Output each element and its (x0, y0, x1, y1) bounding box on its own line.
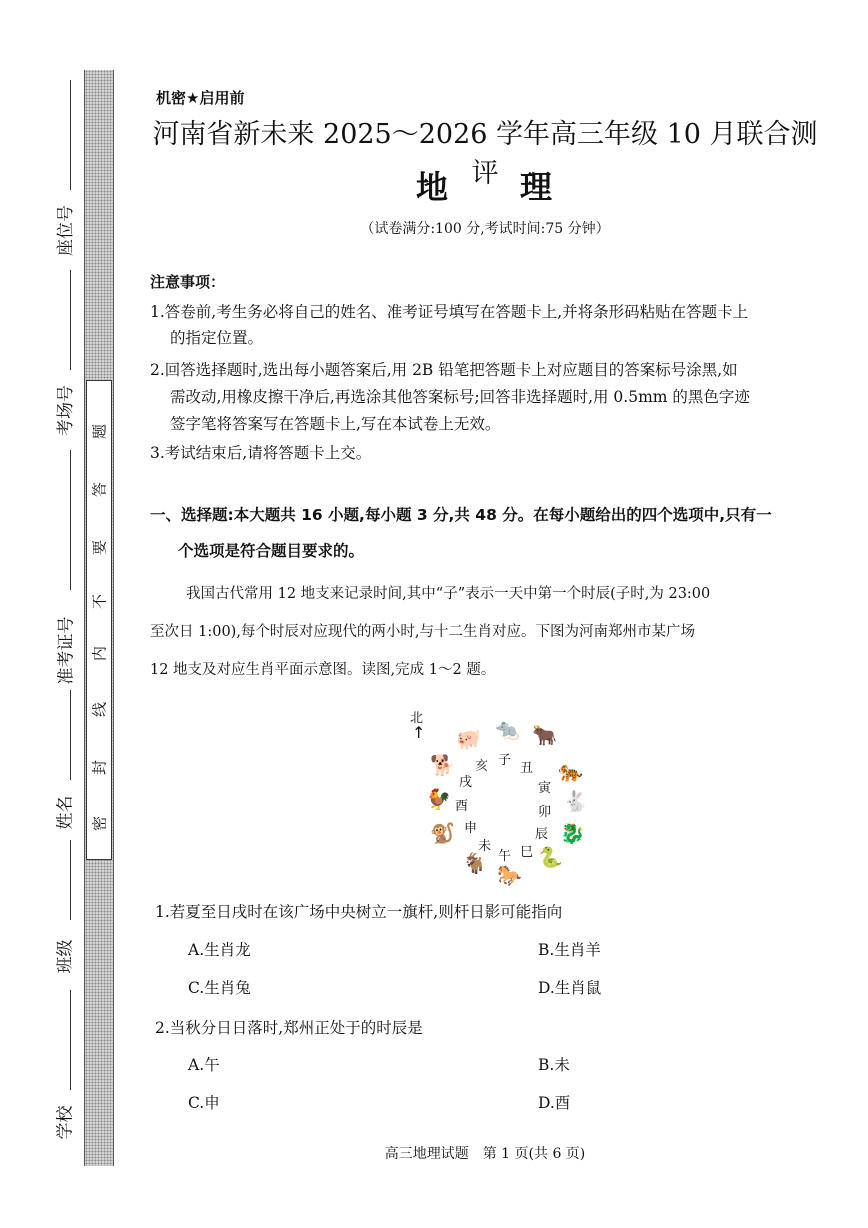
confidential-mark: 机密★启用前 (156, 89, 245, 107)
branch-label: 辰 (535, 827, 549, 842)
question-2-option-c[interactable]: C.申 (188, 1094, 220, 1112)
seal-char: 线 (90, 702, 109, 718)
rabbit-icon: 🐇 (563, 789, 588, 813)
question-2-option-d[interactable]: D.酉 (538, 1094, 571, 1112)
exam-id-label: 准考证号 (56, 616, 77, 685)
dog-icon: 🐕 (430, 753, 455, 777)
branch-label: 巳 (520, 845, 534, 860)
ox-icon: 🐂 (532, 723, 557, 747)
notice-line: 的指定位置。 (170, 329, 264, 347)
notice-line: 3.考试结束后,请将答题卡上交。 (150, 444, 372, 462)
seal-char: 不 (90, 594, 109, 610)
monkey-icon: 🐒 (430, 821, 455, 845)
name-label: 姓名 (55, 795, 76, 830)
notice-line: 需改动,用橡皮擦干净后,再选涂其他答案标号;回答非选择题时,用 0.5mm 的黑色字迹 (170, 388, 750, 406)
room-label: 考场号 (56, 385, 76, 436)
question-1-stem: 1.若夏至日戌时在该广场中央树立一旗杆,则杆日影可能指向 (155, 903, 563, 921)
rooster-icon: 🐓 (426, 787, 451, 811)
section-heading: 一、选择题:本大题共 16 小题,每小题 3 分,共 48 分。在每小题给出的四个选项中,只有一 (150, 506, 772, 524)
school-line (70, 990, 71, 1090)
branch-label: 卯 (538, 805, 552, 820)
school-label: 学校 (55, 1105, 76, 1140)
seat-label: 座位号 (56, 205, 76, 256)
seal-char: 封 (90, 760, 109, 776)
seal-char: 题 (90, 424, 109, 440)
seat-line (70, 80, 71, 190)
name-line (70, 690, 71, 780)
notice-line: 1.答卷前,考生务必将自己的姓名、准考证号填写在答题卡上,并将条形码粘贴在答题卡上 (150, 303, 749, 321)
zodiac-plaza-figure (400, 705, 600, 895)
branch-label: 丑 (520, 761, 534, 776)
class-line (70, 840, 71, 920)
goat-icon: 🐐 (462, 851, 487, 875)
horse-icon: 🐎 (497, 863, 522, 887)
page-footer: 高三地理试题 第 1 页(共 6 页) (384, 1146, 586, 1162)
seal-char: 密 (90, 816, 109, 832)
tiger-icon: 🐅 (558, 759, 583, 783)
branch-label: 酉 (455, 799, 469, 814)
subject-char-a: 地 (415, 168, 450, 206)
pig-icon: 🐖 (456, 727, 481, 751)
north-arrow-icon: ↑ (412, 723, 426, 742)
exam-id-line (70, 450, 71, 590)
branch-label: 申 (464, 821, 478, 836)
exam-title: 河南省新未来 2025～2026 学年高三年级 10 月联合测评 (152, 119, 818, 189)
notice-title: 注意事项： (150, 273, 226, 291)
question-1-option-d[interactable]: D.生肖鼠 (538, 979, 602, 997)
exam-meta: （试卷满分:100 分,考试时间:75 分钟） (360, 221, 610, 237)
question-1-option-b[interactable]: B.生肖羊 (538, 941, 601, 959)
branch-label: 寅 (538, 781, 552, 796)
north-label: 北 (410, 711, 424, 726)
intro-line: 12 地支及对应生肖平面示意图。读图,完成 1～2 题。 (150, 662, 496, 678)
branch-label: 戌 (459, 775, 473, 790)
question-2-option-a[interactable]: A.午 (188, 1056, 220, 1074)
room-line (70, 270, 71, 370)
branch-label: 亥 (475, 759, 489, 774)
snake-icon: 🐍 (538, 845, 563, 869)
branch-label: 子 (498, 753, 512, 768)
branch-label: 午 (498, 849, 512, 864)
class-label: 班级 (55, 939, 76, 974)
rat-icon: 🐀 (495, 717, 520, 741)
question-1-option-a[interactable]: A.生肖龙 (188, 941, 251, 959)
question-2-stem: 2.当秋分日日落时,郑州正处于的时辰是 (155, 1019, 423, 1037)
seal-char: 要 (90, 540, 109, 556)
subject-char-b: 理 (520, 168, 555, 206)
section-heading-cont: 个选项是符合题目要求的。 (178, 542, 365, 560)
question-1-option-c[interactable]: C.生肖兔 (188, 979, 251, 997)
seal-char: 答 (90, 482, 109, 498)
intro-line: 至次日 1:00),每个时辰对应现代的两小时,与十二生肖对应。下图为河南郑州市某广场 (150, 624, 696, 640)
intro-line: 我国古代常用 12 地支来记录时间,其中“子”表示一天中第一个时辰(子时,为 23:00 (186, 586, 711, 602)
notice-line: 2.回答选择题时,选出每小题答案后,用 2B 铅笔把答题卡上对应题目的答案标号涂黑,如 (150, 361, 738, 379)
seal-box (86, 380, 112, 860)
seal-char: 内 (90, 646, 109, 662)
subject-title (150, 162, 820, 208)
notice-line: 签字笔将答案写在答题卡上,写在本试卷上无效。 (170, 415, 501, 433)
question-2-option-b[interactable]: B.未 (538, 1056, 570, 1074)
branch-label: 未 (478, 839, 492, 854)
dragon-icon: 🐉 (560, 821, 585, 845)
